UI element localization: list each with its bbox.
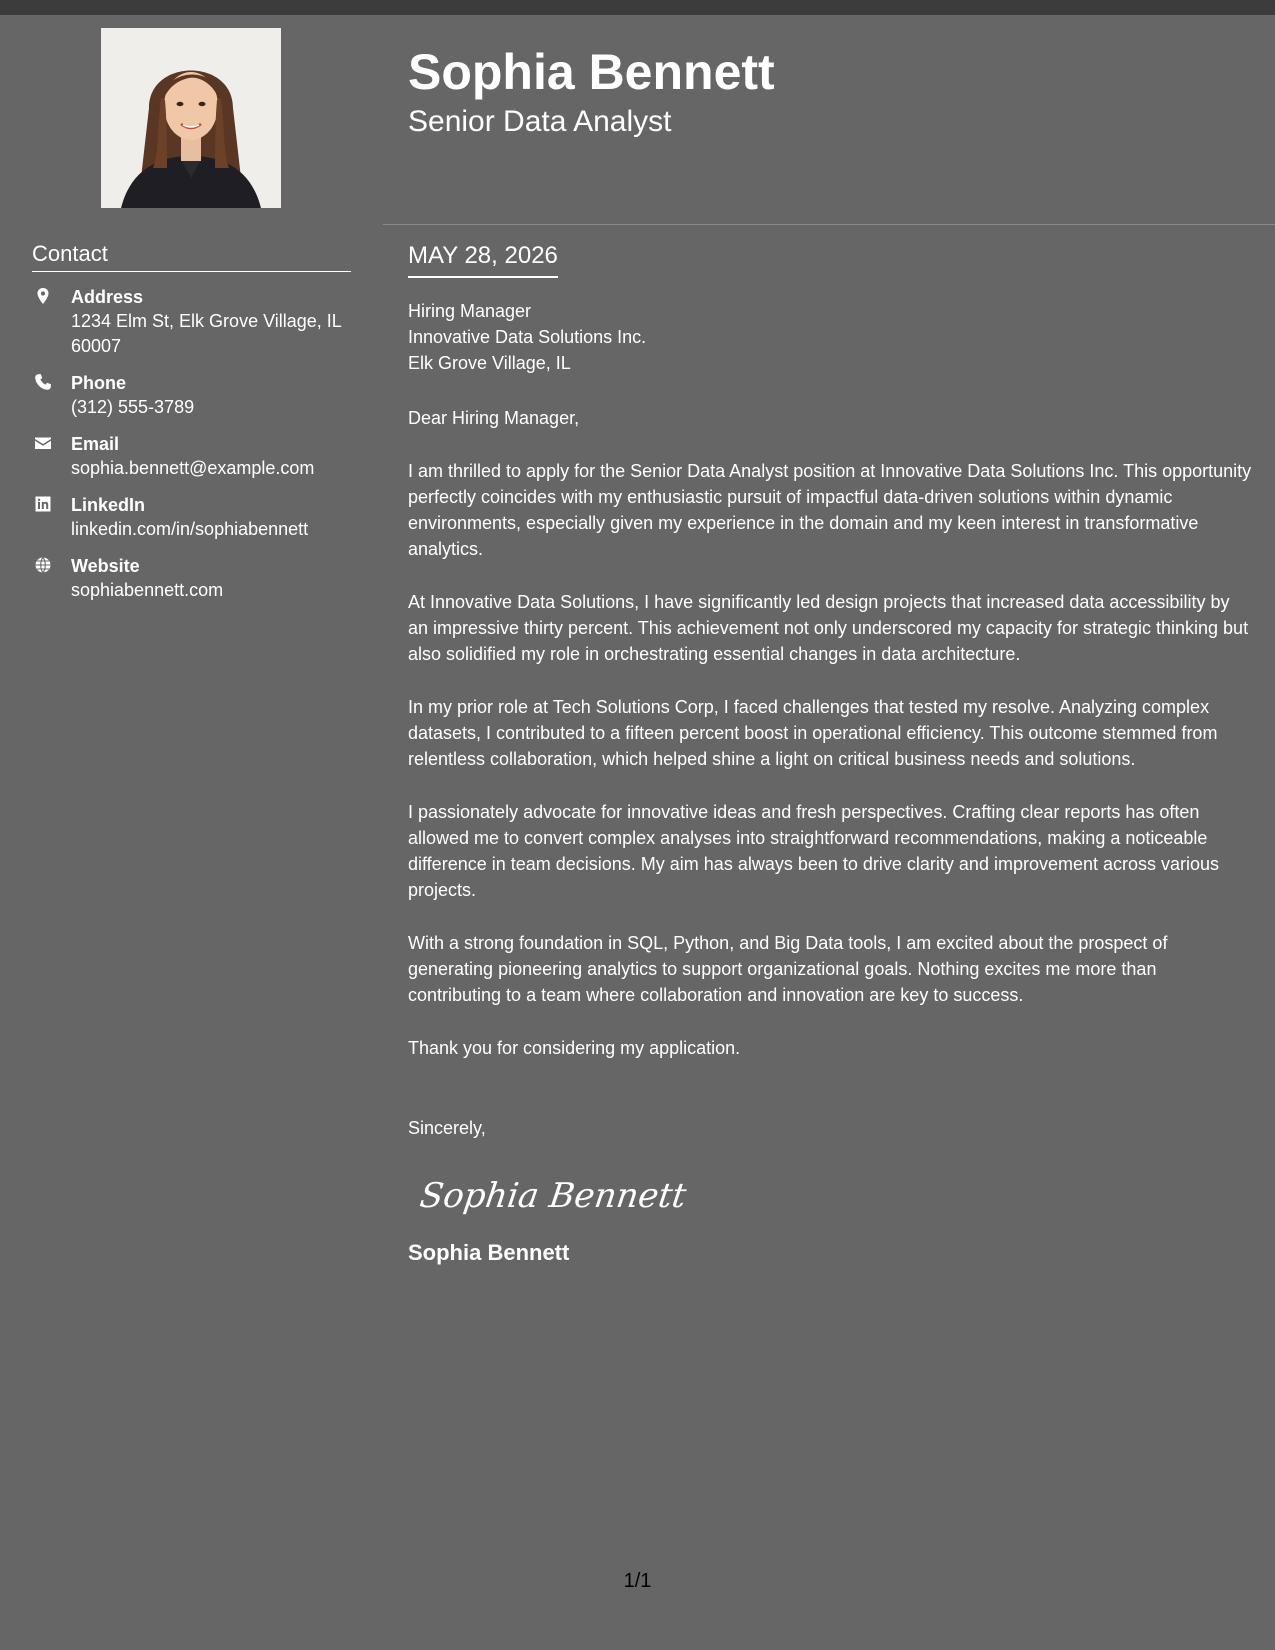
svg-text:Sophia Bennett: Sophia Bennett (417, 1176, 689, 1216)
phone-icon (34, 373, 52, 391)
recipient-block (408, 298, 1253, 376)
letter-paragraph: With a strong foundation in SQL, Python, and Big Data tools, I am excited about the prospect of generating pioneering analytics to support organizational goals. Nothing excites me more than contributing to a team where collaboration and innovation are key to success. (408, 933, 1168, 1005)
website-link[interactable]: sophiabennett.com (71, 580, 224, 600)
recipient-line: Elk Grove Village, IL (408, 353, 571, 373)
thanks-line: Thank you for considering my application. (408, 1038, 741, 1058)
contact-label: Address (71, 287, 144, 307)
recipient-line: Hiring Manager (408, 301, 532, 321)
contact-item-linkedin (32, 493, 352, 542)
signer-name: Sophia Bennett (408, 1240, 570, 1265)
linkedin-link[interactable]: linkedin.com/in/sophiabennett (71, 519, 309, 539)
header-divider (383, 224, 1275, 225)
letter-paragraph: In my prior role at Tech Solutions Corp, I faced challenges that tested my resolve. Analyzing complex datasets, I contributed to a fifteen percent boost in operational efficiency. This outcome stemmed from relentless collaboration, which helped shine a light on critical business needs and solutions. (408, 697, 1218, 769)
contact-label: Phone (71, 373, 127, 393)
page-indicator: 1/1 (623, 1570, 652, 1592)
letter-paragraph: I am thrilled to apply for the Senior Data Analyst position at Innovative Data Solutions Inc. This opportunity perfectly coincides with my enthusiastic pursuit of impactful data-driven solutions within dynamic environments, especially given my experience in the domain and my keen interest in transformative analytics. (408, 461, 1252, 559)
job-title: Senior Data Analyst (408, 105, 672, 138)
contact-label: Email (71, 434, 120, 454)
letter-date: MAY 28, 2026 (408, 240, 558, 278)
email-link[interactable]: sophia.bennett@example.com (71, 458, 315, 478)
contact-label: Website (71, 556, 140, 576)
handwritten-signature (417, 1169, 689, 1219)
applicant-name: Sophia Bennett (408, 44, 775, 100)
letter-paragraph: I passionately advocate for innovative ideas and fresh perspectives. Crafting clear reports has often allowed me to convert complex analyses into straightforward recommendations, making a noticeable difference in team decisions. My aim has always been to drive clarity and improvement across various projects. (408, 802, 1220, 900)
contact-label: LinkedIn (71, 495, 146, 515)
contact-item-address (32, 285, 352, 359)
contact-item-website (32, 554, 352, 603)
phone-value[interactable]: (312) 555-3789 (71, 397, 195, 417)
map-pin-icon (34, 287, 52, 305)
contact-item-email (32, 432, 352, 481)
letter-paragraph: At Innovative Data Solutions, I have significantly led design projects that increased data accessibility by an impressive thirty percent. This achievement not only underscored my capacity for strategic thinking but also solidified my role in orchestrating essential changes in data architecture. (408, 592, 1249, 664)
globe-icon (34, 556, 52, 574)
envelope-icon (34, 434, 52, 452)
contact-heading: Contact (32, 241, 351, 272)
sidebar (0, 15, 383, 1650)
linkedin-icon (34, 495, 52, 513)
letter-body (408, 240, 1253, 1267)
top-bar (0, 0, 1275, 15)
address-value: 1234 Elm St, Elk Grove Village, IL 60007 (71, 311, 342, 356)
contact-list (32, 285, 352, 615)
salutation: Dear Hiring Manager, (408, 408, 580, 428)
profile-photo (101, 28, 281, 208)
contact-item-phone (32, 371, 352, 420)
recipient-line: Innovative Data Solutions Inc. (408, 327, 647, 347)
closing: Sincerely, (408, 1118, 486, 1138)
